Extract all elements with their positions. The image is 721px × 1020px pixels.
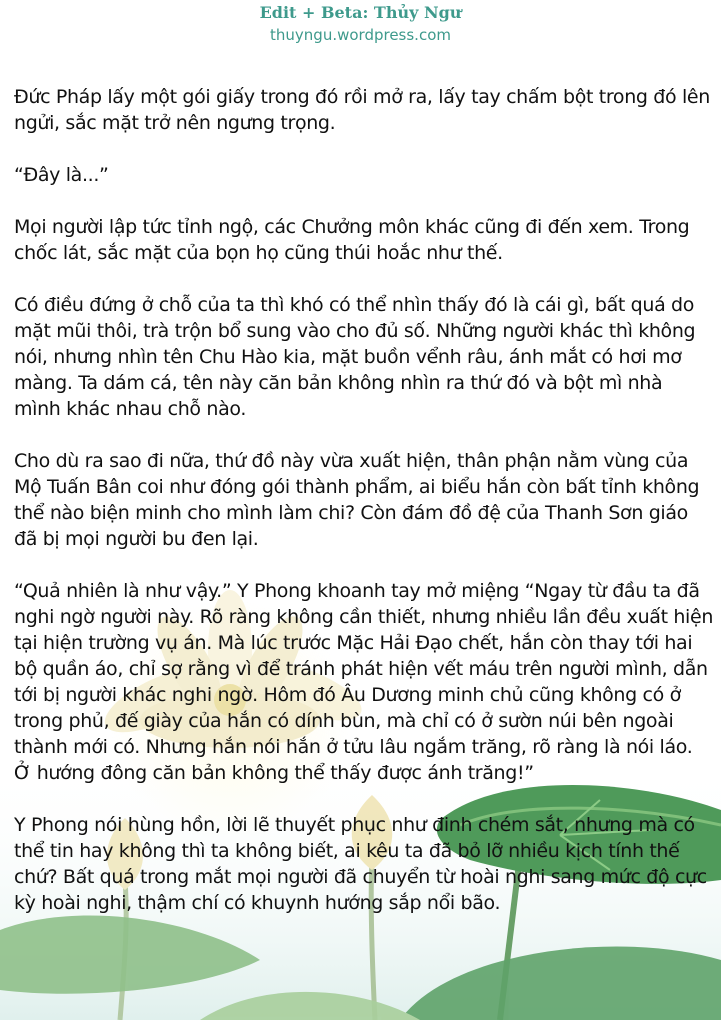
paragraph: Đức Pháp lấy một gói giấy trong đó rồi mở ra, lấy tay chấm bột trong đó lên ngửi, sắc mặt trở nên ngưng trọng. — [14, 86, 710, 134]
paragraph: “Quả nhiên là như vậy.” Y Phong khoanh tay mở miệng “Ngay từ đầu ta đã nghi ngờ người này. Rõ ràng không cần thiết, nhưng nhiều lần đều xuất hiện tại hiện trường vụ án. Mà lúc trước Mặc Hải Đạo chết, hắn còn thay tới hai bộ quần áo, chỉ sợ rằng vì để tránh phát hiện vết máu trên người mình, dẫn tới bị người khác nghi ngờ. Hôm đó Âu Dương minh chủ cũng không có ở trong phủ, đế giày của hắn có dính bùn, mà chỉ có ở sườn núi bên ngoài thành mới có. Nhưng hắn nói hắn ở tửu lâu ngắm trăng, rõ ràng là nói láo. Ở hướng đông căn bản không thể thấy được ánh trăng!” — [14, 580, 714, 784]
translator-credit: Edit + Beta: Thủy Ngư — [259, 3, 462, 22]
website-address: thuyngu.wordpress.com — [270, 26, 451, 44]
paragraph: Mọi người lập tức tỉnh ngộ, các Chưởng môn khác cũng đi đến xem. Trong chốc lát, sắc mặt của bọn họ cũng thúi hoắc như thế. — [14, 216, 690, 264]
paragraph: Y Phong nói hùng hồn, lời lẽ thuyết phục như đinh chém sắt, nhưng mà có thể tin hay không thì ta không biết, ai kêu ta đã bỏ lỡ nhiều kịch tính thế chứ? Bất quá trong mắt mọi người đã chuyển từ hoài nghi sang mức độ cực kỳ hoài nghi, thậm chí có khuynh hướng sắp nổi bão. — [14, 814, 707, 914]
story-text — [14, 84, 714, 942]
paragraph: Cho dù ra sao đi nữa, thứ đồ này vừa xuất hiện, thân phận nằm vùng của Mộ Tuấn Bân coi như đóng gói thành phẩm, ai biểu hắn còn bất tỉnh không thể nào biện minh cho mình làm chi? Còn đám đồ đệ của Thanh Sơn giáo đã bị mọi người bu đen lại. — [14, 450, 700, 550]
paragraph: Có điều đứng ở chỗ của ta thì khó có thể nhìn thấy đó là cái gì, bất quá do mặt mũi thôi, trà trộn bổ sung vào cho đủ số. Những người khác thì không nói, nhưng nhìn tên Chu Hào kia, mặt buồn vểnh râu, ánh mắt có hơi mơ màng. Ta dám cá, tên này căn bản không nhìn ra thứ đó và bột mì nhà mình khác nhau chỗ nào. — [14, 294, 696, 420]
page-header — [0, 0, 721, 45]
paragraph: “Đây là...” — [14, 164, 109, 186]
